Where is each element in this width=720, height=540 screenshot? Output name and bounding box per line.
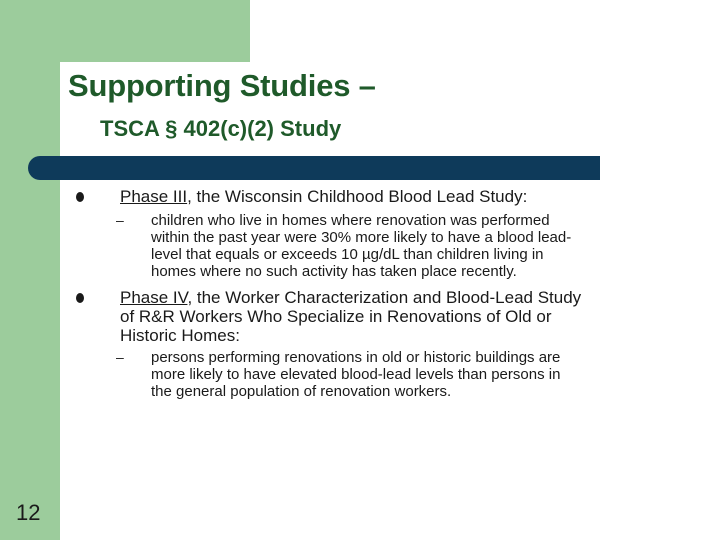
sub-bullet-2-text bbox=[151, 349, 671, 400]
slide-number: 12 bbox=[16, 500, 41, 525]
bullet-2-body: , the Worker Characterization and Blood-Lead Study bbox=[187, 288, 582, 307]
sub-bullet-dash: – bbox=[116, 349, 124, 365]
bullet-2-text bbox=[120, 288, 680, 307]
bullet-2-line-2: of R&R Workers Who Specialize in Renovations of Old or bbox=[120, 307, 552, 326]
title-divider-bar bbox=[28, 156, 600, 180]
sub-bullet-1-line-2: within the past year were 30% more likely to have a blood lead- bbox=[151, 229, 572, 246]
sub-bullet-1-line-1: children who live in homes where renovation was performed bbox=[151, 212, 550, 229]
phase-iv-link[interactable]: Phase IV bbox=[120, 288, 188, 307]
sub-bullet-1-line-3: level that equals or exceeds 10 µg/dL than children living in bbox=[151, 246, 544, 263]
sub-bullet-1-line-4: homes where no such activity has taken place recently. bbox=[151, 263, 517, 280]
bullet-icon bbox=[76, 192, 84, 202]
bullet-1-text bbox=[120, 187, 680, 206]
phase-iii-link[interactable]: Phase III bbox=[120, 187, 188, 206]
sub-bullet-2-line-1: persons performing renovations in old or historic buildings are bbox=[151, 349, 561, 366]
sub-bullet-2-line-2: more likely to have elevated blood-lead levels than persons in bbox=[151, 366, 561, 383]
sub-bullet-2-line-3: the general population of renovation workers. bbox=[151, 383, 452, 400]
bullet-icon bbox=[76, 293, 84, 303]
sub-bullet-1-text bbox=[151, 212, 671, 280]
left-decorative-bar bbox=[0, 0, 60, 540]
bullet-1-body: , the Wisconsin Childhood Blood Lead Study: bbox=[187, 187, 528, 206]
slide-title: Supporting Studies – bbox=[68, 68, 376, 103]
slide-subtitle: TSCA § 402(c)(2) Study bbox=[100, 116, 342, 141]
top-decorative-block bbox=[60, 0, 250, 62]
sub-bullet-dash: – bbox=[116, 212, 124, 228]
bullet-2-line-3: Historic Homes: bbox=[120, 326, 240, 345]
bullet-2-continuation bbox=[120, 307, 680, 345]
